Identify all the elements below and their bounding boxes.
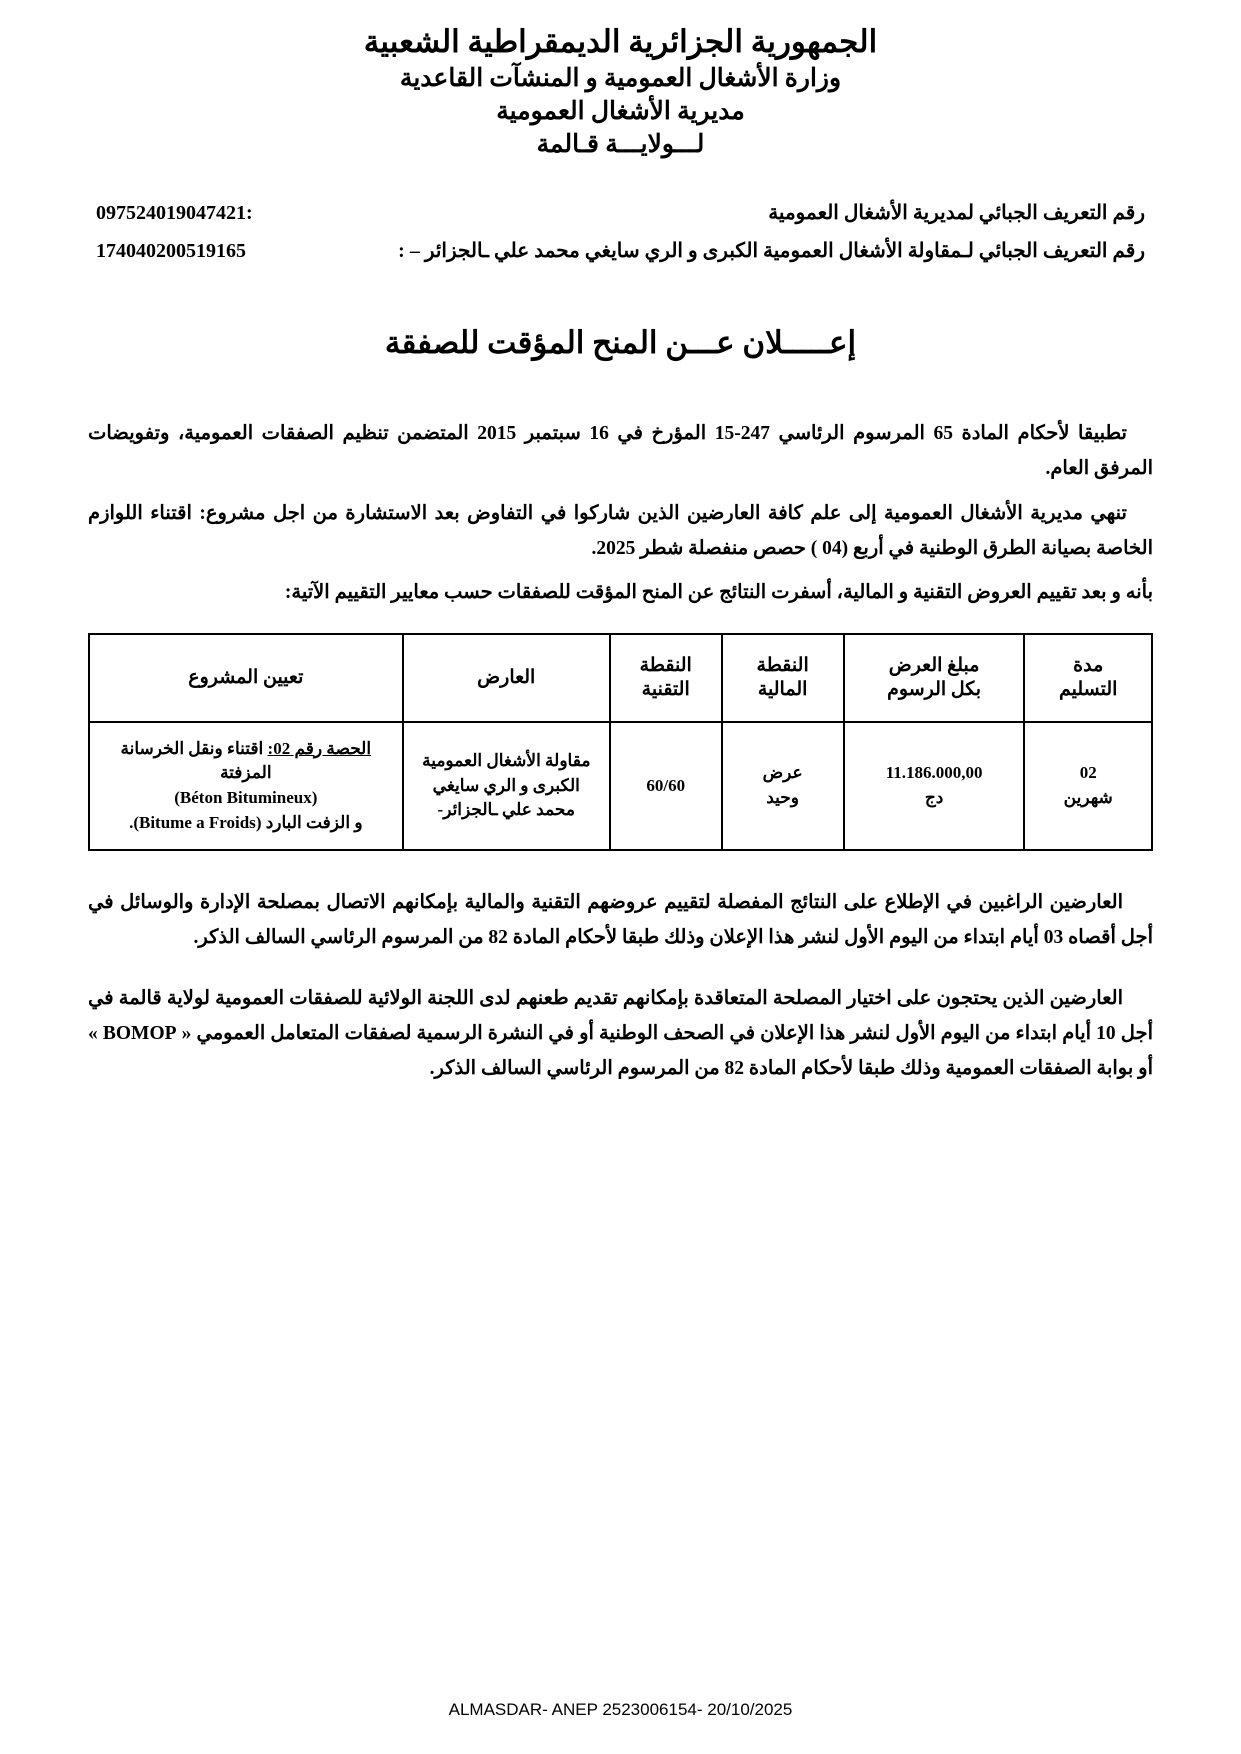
offer-amount-value: 11.186.000,00 — [885, 763, 983, 783]
table-header-row — [89, 634, 1152, 722]
tax-id-row-directorate — [96, 197, 1145, 229]
bidder-line2: الكبرى و الري سايغي — [432, 775, 580, 795]
cell-offer-amount — [844, 722, 1025, 850]
award-table-body — [89, 722, 1152, 850]
financial-note-line2: وحيد — [766, 787, 800, 807]
header-financial-note-line1: النقطة — [756, 654, 809, 676]
cell-bidder — [403, 722, 610, 850]
header-delivery-delay — [1024, 634, 1152, 722]
header-project-designation-line1: تعيين المشروع — [188, 666, 304, 688]
header-bidder — [403, 634, 610, 722]
project-description-part2: (Béton Bitumineux) — [174, 787, 318, 807]
header-offer-amount — [844, 634, 1025, 722]
header-offer-amount-line2: بكل الرسوم — [887, 678, 982, 700]
header-delivery-delay-line2: التسليم — [1059, 678, 1118, 700]
header-financial-note-line2: المالية — [757, 678, 808, 700]
technical-note-value: 60/60 — [646, 775, 686, 795]
document-header — [0, 0, 1241, 161]
tax-id-value-contractor: 174040200519165 — [96, 240, 246, 263]
ministry-name: وزارة الأشغال العمومية و المنشآت القاعدية — [399, 64, 842, 92]
project-lot-number: الحصة رقم 02: — [267, 738, 372, 758]
tax-id-value-directorate: 097524019047421: — [96, 201, 253, 224]
paragraph-legal-basis: تطبيقا لأحكام المادة 65 المرسوم الرئاسي 247-15 المؤرخ في 16 سبتمبر 2015 المتضمن تنظيم الصفقات العمومية، وتفويضات المرفق العام. — [88, 423, 1153, 480]
table-row — [89, 722, 1152, 850]
header-technical-note-line1: النقطة — [639, 654, 692, 676]
tax-id-label-directorate: رقم التعريف الجبائي لمديرية الأشغال العمومية — [768, 201, 1145, 224]
offer-amount-currency: دج — [924, 787, 944, 807]
award-table-wrapper — [0, 633, 1241, 851]
footer-reference: ALMASDAR- ANEP 2523006154- 20/10/2025 — [448, 1700, 793, 1719]
header-technical-note-line2: التقنية — [641, 678, 690, 700]
header-bidder-line1: العارض — [477, 666, 536, 688]
tax-id-row-contractor — [96, 235, 1145, 267]
delivery-delay-value: 02 — [1079, 763, 1097, 783]
cell-financial-note — [722, 722, 844, 850]
header-offer-amount-line1: مبلغ العرض — [888, 654, 980, 676]
header-project-designation — [89, 634, 403, 722]
bidder-line1: مقاولة الأشغال العمومية — [422, 751, 591, 770]
page-title: إعـــــلان عـــن المنح المؤقت للصفقة — [384, 325, 857, 361]
tax-identification-block — [0, 197, 1241, 268]
wilaya-name: لـــولايـــة قـالمة — [536, 130, 705, 158]
body-text-block — [0, 417, 1241, 611]
cell-delivery-delay — [1024, 722, 1152, 850]
notice-detailed-results: العارضين الراغبين في الإطلاع على النتائج المفصلة لتقييم عروضهم التقنية والمالية بإمكانهم الاتصال بمصلحة الإدارة والوسائل في أجل أقصاه 03 أيام ابتداء من اليوم الأول لنشر هذا الإعلان وذلك طبقا لأحكام المادة 82 من المرسوم الرئاسي السالف الذكر. — [88, 891, 1153, 949]
award-table — [88, 633, 1153, 851]
notice-appeal-procedure: العارضين الذين يحتجون على اختيار المصلحة المتعاقدة بإمكانهم تقديم طعنهم لدى اللجنة الولائية للصفقات العمومية لولاية قالمة في أجل 10 أيام ابتداء من اليوم الأول لنشر هذا الإعلان في الصحف الوطنية أو في النشرة الرسمية لصفقات المتعامل العمومي « BOMOP » أو بوابة الصفقات العمومية وذلك طبقا لأحكام المادة 82 من المرسوم الرئاسي السالف الذكر. — [88, 988, 1154, 1080]
financial-note-line1: عرض — [762, 763, 803, 783]
paragraph-project-notice: تنهي مديرية الأشغال العمومية إلى علم كافة العارضين الذين شاركوا في التفاوض بعد الاستشارة من اجل مشروع: اقتناء اللوازم الخاصة بصيانة الطرق الوطنية في أربع (04 ) حصص منفصلة شطر 2025. — [88, 502, 1153, 559]
notices-block — [0, 885, 1241, 1086]
header-delivery-delay-line1: مدة — [1073, 654, 1104, 676]
cell-project-designation — [89, 722, 403, 850]
delivery-delay-unit: شهرين — [1063, 787, 1113, 807]
header-financial-note — [722, 634, 844, 722]
header-technical-note — [610, 634, 722, 722]
directorate-name: مديرية الأشغال العمومية — [496, 97, 745, 125]
country-name: الجمهورية الجزائرية الديمقراطية الشعبية — [363, 24, 878, 59]
project-description-part3: و الزفت البارد (Bitume a Froids). — [129, 812, 363, 832]
project-description-part1: اقتناء ونقل الخرسانة المزفتة — [120, 738, 272, 783]
tax-id-label-contractor: رقم التعريف الجبائي لـمقاولة الأشغال العمومية الكبرى و الري سايغي محمد علي ـالجزائر – : — [398, 240, 1145, 263]
cell-technical-note — [610, 722, 722, 850]
bidder-line3: محمد علي ـالجزائر- — [437, 800, 575, 820]
award-table-head — [89, 634, 1152, 722]
paragraph-evaluation-result: بأنه و بعد تقييم العروض التقنية و المالية، أسفرت النتائج عن المنح المؤقت للصفقات حسب معايير التقييم الآتية: — [284, 582, 1153, 604]
